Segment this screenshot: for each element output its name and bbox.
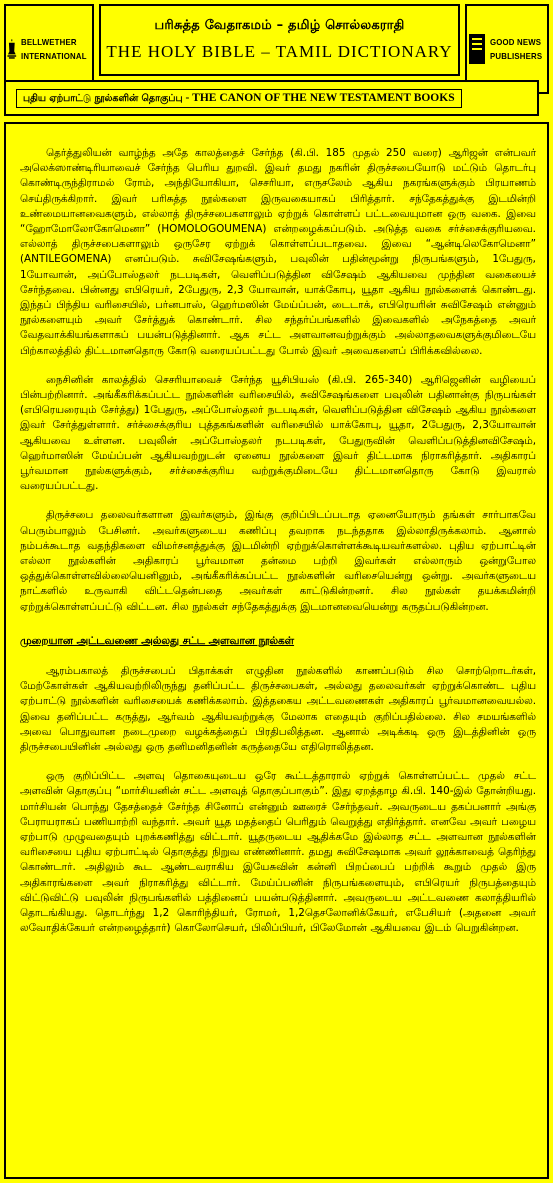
logo-right-line1: GOOD NEWS (490, 37, 542, 47)
title-tamil: பரிசுத்த வேதாகமம் – தமிழ் சொல்லகராதி (154, 18, 405, 33)
bell-icon (6, 28, 18, 70)
paragraph: நைசினின் காலத்தில் செசரியாவைச் சேர்ந்த யூசிபியஸ் (கி.பி. 265-340) ஆரிஜெனின் வழியைப் பின்பற்றினார். அங்கீகரிக்கப்பட்ட நூல்களின் வரிசையில், சுவிசேஷங்களை பவுலின் பதினான்கு நிருபங்கள் (எபிரெயரையும் சேர்த்து) 1பேதுரு, அப்போஸ்தலர் நடபடிகள், வெளிப்படுத்தின விசேஷம் ஆகிய நூல்களை இவர் சேர்த்துள்ளார். சர்ச்சைக்குரிய புத்தகங்களின் வரிசையில் யாக்கோபு, யூதா, 2பேதுரு, 2,3யோவான் ஆகியவை உள்ளன. பவுலின் அப்போஸ்தலர் நடபடிகள், பேதுருவின் வெளிப்படுத்தினவிசேஷம், ஹெர்மாஸின் மேய்ப்பன் ஆகியவற்றுடன் ஏனைய நூல்களை இவர் திட்டமாக நிராகரித்தார். அதிகாரப் பூர்வமான நூல்களுக்கும், சர்ச்சைக்குரிய வற்றுக்குமிடையே திட்டமானதொரு கோடு இவரால் வரையப்பட்டது. (20, 373, 536, 493)
logo-left-line1: BELLWETHER (20, 37, 77, 47)
banner-label (16, 89, 462, 108)
banner-english: - THE CANON OF THE NEW TESTAMENT BOOKS (182, 91, 455, 104)
page-title (99, 4, 460, 76)
logo-right-line2: PUBLISHERS (490, 51, 543, 61)
paragraph: தெர்த்துலியன் வாழ்ந்த அதே காலத்தைச் சேர்ந்த (கி.பி. 185 முதல் 250 வரை) ஆரிஜன் என்பவர் அலெக்ஸாண்டிரியாவைச் சேர்ந்த பெரிய துறவி. இவர் தமது நகரின் திருச்சபையோடு மட்டும் தொடர்பு கொண்டிருந்திராமல் ரோம், அந்தியோகியா, செசரியா, எருசலேம் ஆகிய நகரங்களுக்கும் பிரயாணம் செய்திருக்கிறார். இவர் பரிசுத்த நூல்களை இருவகையாகப் பிரித்தார். சந்தேகத்துக்கு இடமின்றி உண்மையானவைகளும், எல்லாத் திருச்சபைகளாலும் ஏற்றுக் கொள்ளப் பட்டவையுமான ஒரு வகை. இவை “ஹோமோலோகோமெனா” (HOMOLOGOUMENA) என்றழைக்கப்படும். அடுத்த வகை சர்ச்சைக்குரியவை. எல்லாத் திருச்சபைகளாலும் ஒருசேர ஏற்றுக் கொள்ளப்படாதவை. இவை “ஆன்டிலெகோமெனா” (ANTILEGOMENA) எனப்படும். சுவிசேஷங்களும், பவுலின் பதின்மூன்று நிருபங்களும், 1பேதுரு, 1யோவான், அப்போஸ்தலர் நடபடிகள், வெளிப்படுத்தின விசேஷம் ஆகியவை முந்தின வகையைச் சேர்ந்தவை. பின்னது எபிரெயர், 2பேதுரு, 2,3 யோவான், யாக்கோபு, யூதா ஆகிய நூல்களைக் கொண்டது. இந்தப் பிந்திய வரிசையில், பர்னபாஸ், ஹெர்மஸின் மேய்ப்பன், டைடாக், எபிரெயரின் சுவிசேஷம் என்னும் நூல்களையும் அவர் சேர்த்துக் கொண்டார். சில சந்தர்ப்பங்களில் இவைகளில் அநேகத்தை அவர் வேதவாக்கியங்களாகப் பயன்படுத்தினார். ஆக சட்ட அளவானவற்றுக்கும் அல்லாதவைகளுக்குமிடையே பிற்காலத்தில் திட்டமானதொரு கோடு வரையப்பட்டது போல் இவர் அவைகளைப் பிரிக்கவில்லை. (20, 147, 536, 357)
paragraph: ஆரம்பகாலத் திருச்சபைப் பிதாக்கள் எழுதின நூல்களில் காணப்படும் சில சொற்றொடர்கள், மேற்கோள்கள் ஆகியவற்றிலிருந்து தனிப்பட்ட திருச்சபைகள், அல்லது தலைவர்கள் ஏற்றுக்கொண்ட புதிய ஏற்பாட்டு நூல்களின் வரிசையைக் கணிக்கலாம். இத்தகைய அட்டவணைகள் அதிகாரப் பூர்வமானவையல்ல. இவை தனிப்பட்ட கருத்து, ஆர்வம் ஆகியவற்றுக்கு மேலாக எதையும் குறிப்பதில்லை. சில சமயங்களில் அவை பொதுவான நடைமுறை வழக்கத்தைப் பிரதிபலித்தன. ஆனால் அடிக்கடி ஒரு இடத்தினின் ஒரு திருச்சபையினின் அல்லது ஒரு தனிமனிதனின் கருத்தையே எதிரொலித்தன. (20, 664, 536, 753)
article-body (4, 122, 549, 1179)
logo-left-line2: INTERNATIONAL (20, 51, 87, 61)
book-icon (467, 32, 487, 66)
section-heading: முறையான அட்டவணை அல்லது சட்ட அளவான நூல்கள் (20, 634, 295, 647)
title-english: THE HOLY BIBLE – TAMIL DICTIONARY (106, 42, 453, 61)
paragraph: திருச்சபை தலைவர்களான இவர்களும், இங்கு குறிப்பிடப்படாத ஏனையோரும் தங்கள் சார்பாகவே பெரும்பாலும் பேசினர். அவர்களுடைய கணிப்பு தவறாக நடந்ததாக இல்லாதிருக்கலாம். ஆனால் நம்பக்கூடாத வதந்திகளை விமர்சனத்துக்கு இடமின்றி ஏற்றுக்கொள்ளக்கூடியவர்களல்ல. புதிய ஏற்பாட்டின் எல்லா நூல்களின் அதிகாரப் பூர்வமான தன்மை பற்றி இவர்கள் எல்லாரும் ஒன்றுபோல ஒத்துக்கொள்ளவில்லையெனினும், அங்கீகரிக்கப்பட்ட நூல்களின் வரிசையென்று ஒன்று. அவர்களுடைய நாட்களில் உருவாகி விட்டதென்பதை அவர்கள் காட்டுகின்றனர். சில நூல்கள் தயக்கமின்றி ஏற்றுக்கொள்ளப்பட்டு விட்டன. சில நூல்கள் சந்தேகத்துக்கு இடமானவையென்று கருதப்படுகின்றன. (20, 509, 536, 613)
section-banner (4, 80, 539, 116)
paragraph: ஒரு குறிப்பிட்ட அளவு தொகையுடைய ஒரே கூட்டத்தாரால் ஏற்றுக் கொள்ளப்பட்ட முதல் சட்ட அளவின் தொகுப்பு “மார்சியனின் சட்ட அளவுத் தொகுப்பாகும்”. இது ஏறத்தாழ கி.பி. 140-இல் தோன்றியது. மார்சியன் பொந்து தேசத்தைச் சேர்ந்த சினோப் என்னும் ஊரைச் சேர்ந்தவர். அவருடைய தகப்பனார் அங்கு பேராயராகப் பணியாற்றி வந்தார். அவர் யூத மதத்தைப் பெரிதும் வெறுத்து எதிர்த்தார். எனவே அவர் பழைய ஏற்பாடு முழுவதையும் புறக்கணித்து விட்டார். யூதருடைய ஆதிக்கமே இல்லாத சட்ட அளவான நூல்களின் வரிசையை புதிய ஏற்பாட்டில் தொகுத்து நிறுவ எண்ணினார். தமது சுவிசேஷமாக அவர் லூக்காவைத் தெரிந்து கொண்டார். அதிலும் கூட ஆண்டவராகிய இயேசுவின் கன்னி பிறப்பைப் பற்றிக் கூறும் முதல் இரு அதிகாரங்களை அவர் நிராகரித்து விட்டார். மேய்ப்பனின் நிருபங்களையும், எபிரெயர் நிருபத்தையும் விட்டுவிட்டு பவுலின் நிருபங்களில் பத்தினைப் பயன்படுத்தினார். அவருடைய அட்டவணை கலாத்தியரில் தொடங்கியது. தொடர்ந்து 1,2 கொரிந்தியர், ரோமர், 1,2தெசலோனிக்கேயர், எபேசியர் (அதனை அவர் லவோதிக்கேயர் என்றழைத்தார்) கொலோசெயர், பிலிப்பியர், பிலேமோன் ஆகியவை இடம் பெறுகின்றன. (20, 770, 536, 935)
banner-tamil: புதிய ஏற்பாட்டு நூல்களின் தொகுப்பு (23, 92, 183, 104)
